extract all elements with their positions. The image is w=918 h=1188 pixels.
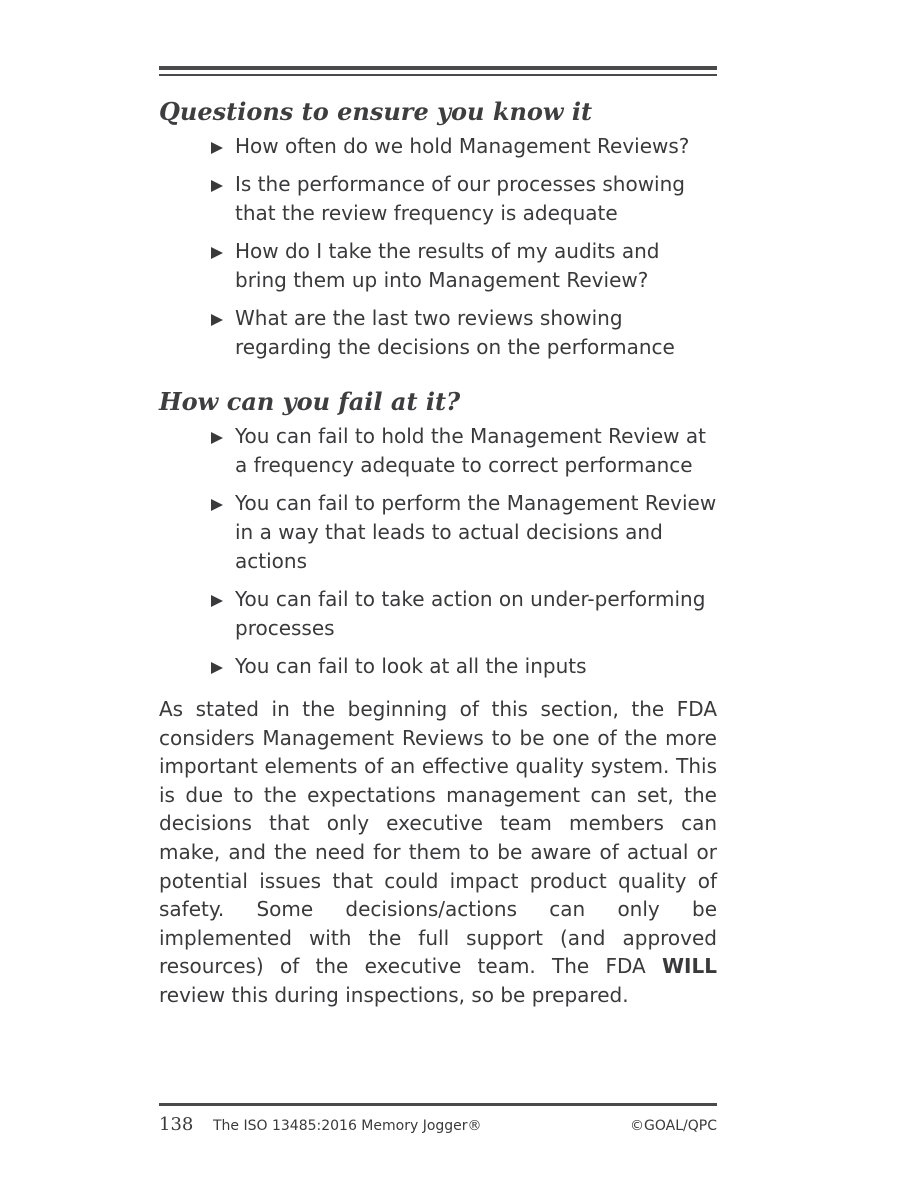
list-item-text: You can fail to look at all the inputs — [235, 654, 587, 678]
triangle-bullet-icon — [211, 247, 223, 259]
body-paragraph — [159, 695, 717, 1010]
triangle-bullet-icon — [211, 499, 223, 511]
heading-questions: Questions to ensure you know it — [159, 97, 593, 126]
paragraph-emphasis: WILL — [662, 954, 717, 979]
list-item — [211, 170, 717, 228]
triangle-bullet-icon — [211, 595, 223, 607]
triangle-bullet-icon — [211, 314, 223, 326]
list-item — [211, 585, 717, 643]
list-item — [211, 132, 717, 161]
list-item-text: You can fail to take action on under-performing processes — [235, 587, 706, 640]
list-item — [211, 489, 717, 576]
list-item-text: How do I take the results of my audits and bring them up into Management Review? — [235, 239, 660, 292]
heading-fail: How can you fail at it? — [159, 387, 461, 416]
list-item-text: You can fail to hold the Management Review at a frequency adequate to correct performance — [235, 424, 706, 477]
list-item-text: You can fail to perform the Management Review in a way that leads to actual decisions and actions — [235, 491, 717, 573]
fail-list — [159, 422, 717, 681]
questions-list — [159, 132, 717, 362]
triangle-bullet-icon — [211, 662, 223, 674]
list-item — [211, 237, 717, 295]
paragraph-text-start: As stated in the beginning of this section, the FDA considers Management Reviews to be one of the more important elements of an effective quality system. This is due to the expectations management can set, the decisions that only executive team members can make, and the need for them to be aware of actual or potential issues that could impact product quality of safety. Some decisions/actions can only be implemented with the full support (and approved resources) of the executive team. The FDA — [159, 697, 717, 979]
triangle-bullet-icon — [211, 180, 223, 192]
page-footer — [159, 1103, 717, 1135]
page-number: 138 — [159, 1114, 194, 1135]
list-item-text: Is the performance of our processes showing that the review frequency is adequate — [235, 172, 685, 225]
top-double-rule — [159, 66, 717, 76]
list-item — [211, 422, 717, 480]
copyright: ©GOAL/QPC — [630, 1118, 717, 1134]
page-content — [159, 66, 717, 1146]
list-item — [211, 652, 717, 681]
paragraph-text-end: review this during inspections, so be prepared. — [159, 982, 629, 1007]
triangle-bullet-icon — [211, 142, 223, 154]
list-item-text: What are the last two reviews showing regarding the decisions on the performance — [235, 306, 675, 359]
triangle-bullet-icon — [211, 432, 223, 444]
list-item-text: How often do we hold Management Reviews? — [235, 134, 690, 158]
list-item — [211, 304, 717, 362]
book-title: The ISO 13485:2016 Memory Jogger® — [213, 1118, 482, 1134]
